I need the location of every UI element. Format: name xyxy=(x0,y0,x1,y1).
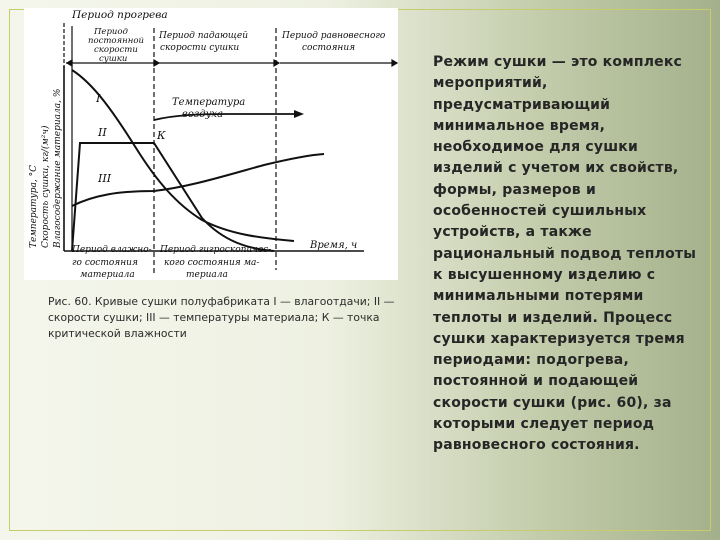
air-temp-label-1: Температура xyxy=(172,97,246,108)
air-temp-curve xyxy=(154,110,304,120)
hygroscopic-state-label-1: Период гигроскопичес- xyxy=(160,245,272,255)
air-temp-label-2: воздуха xyxy=(182,109,224,120)
constant-period-label-4: сушки xyxy=(99,54,128,64)
equilibrium-period-label-2: состояния xyxy=(302,43,356,53)
hygroscopic-state-label-2: кого состояния ма- xyxy=(164,258,260,268)
curve-I-label: I xyxy=(96,92,101,105)
y-axis-label-3: Влагосодержание материала, % xyxy=(53,88,63,248)
hygroscopic-state-label-3: териала xyxy=(186,270,228,280)
x-axis-label: Время, ч xyxy=(310,240,358,251)
falling-period-label-1: Период падающей xyxy=(159,31,249,41)
heating-period-label: Период прогрева xyxy=(72,9,168,21)
falling-period-label-2: скорости сушки xyxy=(160,43,240,53)
y-axis-label-2: Скорость сушки, кг/(м²ч) xyxy=(41,125,51,248)
drying-curves-figure xyxy=(24,8,398,280)
body-paragraph: Режим сушки — это комплекс мероприятий, предусматривающий минимальное время, необходимое для сушки изделий с учетом их свойств, формы, размеров и особенностей сушильных устройств, а также рациональный подвод теплоты к высушенному изделию с минимальными потерями теплоты и изделий. Процесс сушки характеризуется тремя периодами: подогрева, постоянной и подающей скорости сушки (рис. 60), за которыми следует период равновесного состояния. xyxy=(433,54,697,454)
wet-state-label-2: го состояния xyxy=(72,258,138,268)
equilibrium-period-label-1: Период равновесного xyxy=(282,31,386,41)
axes xyxy=(64,66,364,251)
y-axis-label xyxy=(29,89,63,249)
wet-state-label-3: материала xyxy=(80,270,135,280)
figure-caption: Рис. 60. Кривые сушки полуфабриката I — влагоотдачи; II — скорости сушки; III — температуры материала; К — точка критической влажности xyxy=(48,295,395,340)
curve-I-moisture xyxy=(72,70,294,241)
constant-period-label-2: постоянной xyxy=(88,36,144,46)
constant-period-label-3: скорости xyxy=(94,45,138,55)
curve-II-label: II xyxy=(98,126,107,139)
wet-state-label-1: Период влажно- xyxy=(72,245,152,255)
curve-III-label: III xyxy=(98,172,112,185)
y-axis-label-1: Температура, °С xyxy=(29,164,39,248)
constant-period-label-1: Период xyxy=(94,27,128,37)
drying-curves-diagram xyxy=(24,8,398,280)
point-K-label: К xyxy=(157,129,166,142)
